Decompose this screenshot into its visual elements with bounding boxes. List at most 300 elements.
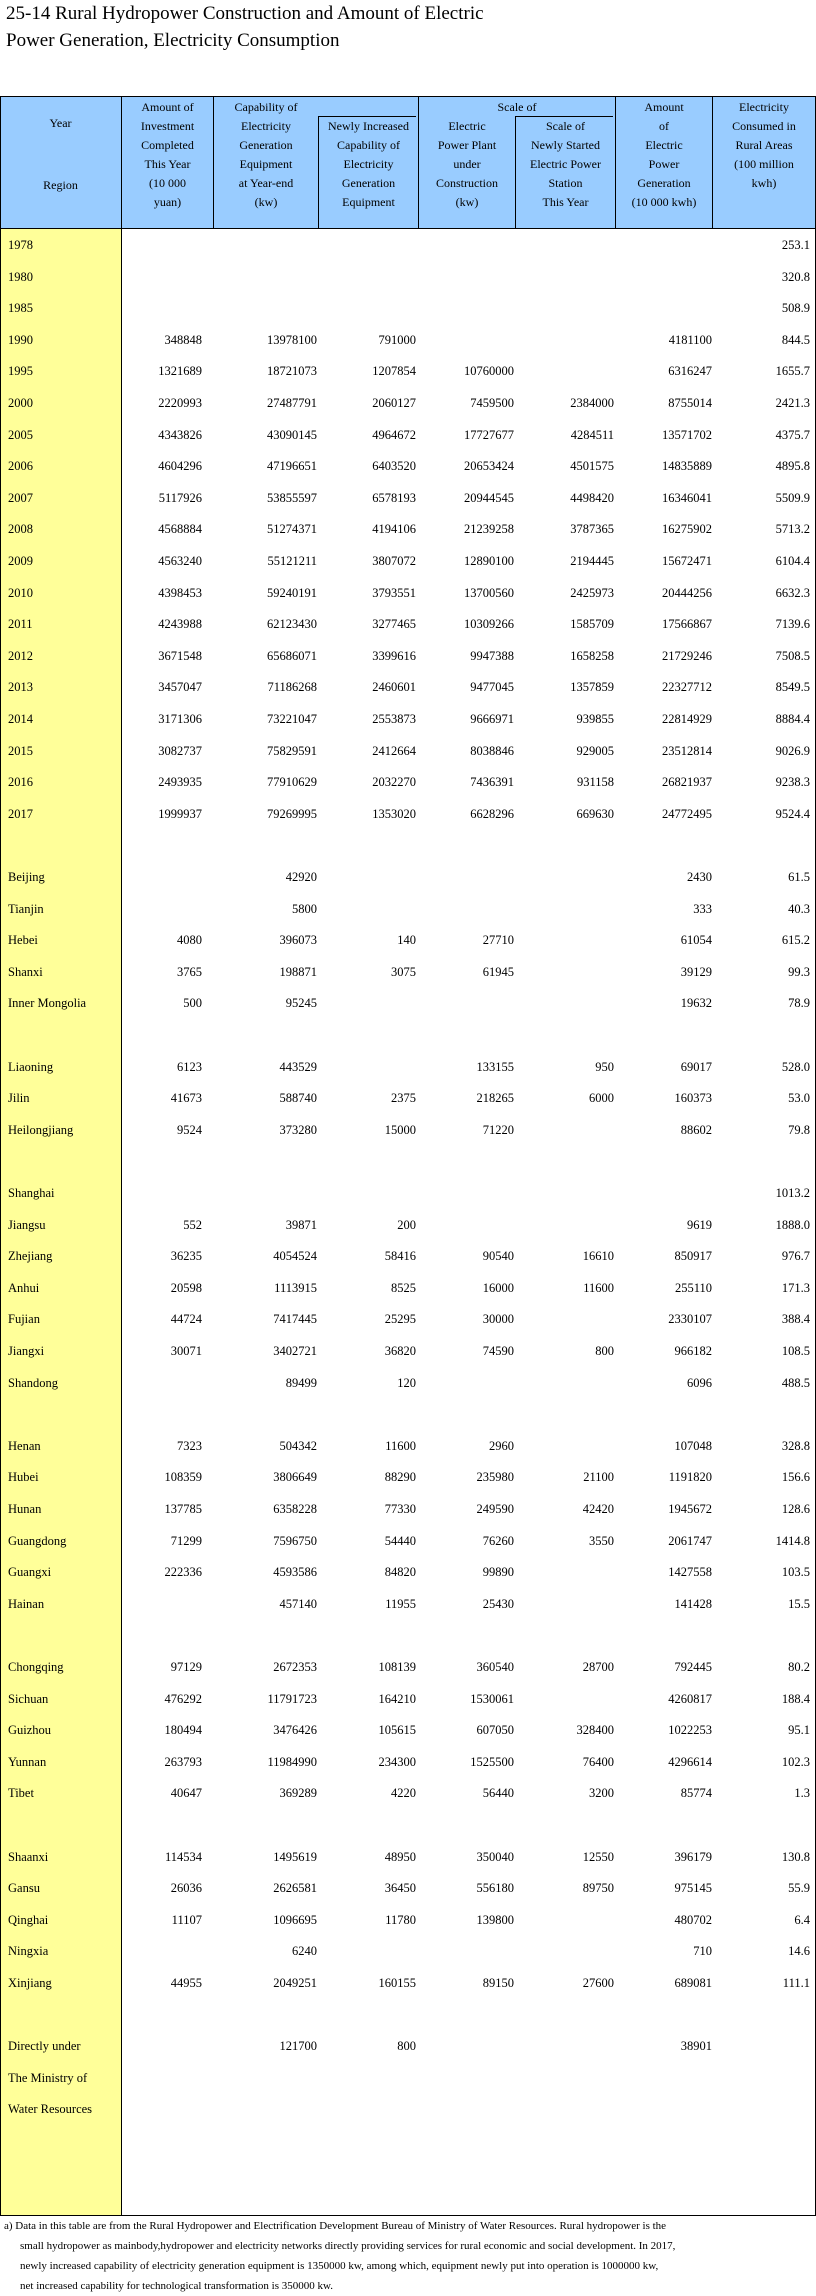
cell-value: 976.7 bbox=[781, 1249, 810, 1264]
cell-value: 2060127 bbox=[372, 396, 416, 410]
cell-value: 791000 bbox=[378, 332, 416, 347]
cell-value: 6240 bbox=[292, 1944, 317, 1959]
cell-value: 4563240 bbox=[158, 554, 202, 568]
table-row bbox=[0, 1083, 816, 1115]
row-label: 2005 bbox=[8, 427, 33, 442]
cell-value: 88602 bbox=[680, 1122, 712, 1137]
table-row bbox=[0, 388, 816, 420]
table-row bbox=[0, 1241, 816, 1273]
cell-value: 975145 bbox=[674, 1881, 712, 1896]
cell-value: 11600 bbox=[385, 1438, 416, 1453]
table-row bbox=[0, 1178, 816, 1210]
cell-value: 4260817 bbox=[668, 1691, 712, 1706]
cell-value: 13700560 bbox=[464, 585, 514, 600]
table-row bbox=[0, 1778, 816, 1810]
cell-value: 2672353 bbox=[273, 1660, 317, 1674]
cell-value: 16346041 bbox=[662, 490, 712, 505]
cell-value: 188.4 bbox=[781, 1691, 810, 1706]
cell-value: 552 bbox=[183, 1217, 202, 1232]
row-label: Jiangsu bbox=[8, 1217, 46, 1232]
cell-value: 28700 bbox=[582, 1660, 614, 1674]
cell-value: 3806649 bbox=[273, 1470, 317, 1485]
cell-value: 4181100 bbox=[668, 332, 712, 347]
cell-value: 1888.0 bbox=[775, 1217, 810, 1232]
cell-value: 7323 bbox=[177, 1438, 202, 1453]
cell-value: 480702 bbox=[674, 1912, 712, 1927]
row-label: Directly under bbox=[8, 2039, 81, 2054]
cell-value: 2460601 bbox=[372, 680, 416, 695]
cell-value: 4220 bbox=[391, 1786, 416, 1801]
cell-value: 79269995 bbox=[267, 806, 317, 821]
cell-value: 78.9 bbox=[788, 996, 810, 1011]
cell-value: 2375 bbox=[391, 1091, 416, 1106]
cell-value: 105615 bbox=[378, 1723, 416, 1738]
cell-value: 6403520 bbox=[372, 459, 416, 474]
cell-value: 71186268 bbox=[267, 680, 317, 695]
cell-value: 9524.4 bbox=[775, 806, 810, 821]
cell-value: 58416 bbox=[384, 1249, 416, 1264]
cell-value: 11955 bbox=[385, 1596, 416, 1611]
cell-value: 15000 bbox=[384, 1122, 416, 1137]
table-row bbox=[0, 1462, 816, 1494]
cell-value: 4375.7 bbox=[775, 427, 810, 442]
cell-value: 73221047 bbox=[267, 712, 317, 726]
cell-value: 9477045 bbox=[470, 680, 514, 695]
cell-value: 4398453 bbox=[158, 585, 202, 600]
cell-value: 2049251 bbox=[273, 1976, 317, 1990]
cell-value: 76260 bbox=[482, 1533, 514, 1548]
cell-value: 457140 bbox=[279, 1596, 317, 1611]
cell-value: 235980 bbox=[476, 1470, 514, 1485]
table-row bbox=[0, 1304, 816, 1336]
cell-value: 850917 bbox=[674, 1249, 712, 1264]
cell-value: 130.8 bbox=[781, 1849, 810, 1864]
cell-value: 369289 bbox=[279, 1786, 317, 1801]
row-label: Ningxia bbox=[8, 1944, 49, 1959]
cell-value: 4194106 bbox=[372, 522, 416, 537]
table-row bbox=[0, 451, 816, 483]
cell-value: 11984990 bbox=[267, 1754, 317, 1769]
row-label: 1980 bbox=[8, 269, 33, 284]
table-row bbox=[0, 420, 816, 452]
cell-value: 114534 bbox=[164, 1849, 202, 1864]
row-label: Beijing bbox=[8, 870, 45, 884]
cell-value: 90540 bbox=[482, 1249, 514, 1264]
cell-value: 88290 bbox=[384, 1470, 416, 1485]
cell-value: 5800 bbox=[292, 901, 317, 916]
table-row bbox=[0, 767, 816, 799]
table-row bbox=[0, 230, 816, 262]
cell-value: 89750 bbox=[582, 1881, 614, 1896]
cell-value: 20598 bbox=[170, 1280, 202, 1295]
row-label: 2016 bbox=[8, 775, 33, 790]
table-row bbox=[0, 672, 816, 704]
cell-value: 74590 bbox=[482, 1344, 514, 1358]
cell-value: 1191820 bbox=[668, 1470, 712, 1485]
cell-value: 39871 bbox=[285, 1217, 317, 1232]
header-power-generation: Amount of Electric Power Generation (10 000 kwh) bbox=[631, 100, 697, 209]
cell-value: 4498420 bbox=[570, 490, 614, 505]
row-label: Qinghai bbox=[8, 1912, 49, 1927]
cell-value: 48950 bbox=[384, 1849, 416, 1864]
cell-value: 253.1 bbox=[781, 238, 810, 252]
cell-value: 4243988 bbox=[158, 617, 202, 632]
cell-value: 6096 bbox=[687, 1375, 712, 1390]
cell-value: 2330107 bbox=[668, 1312, 712, 1327]
cell-value: 27487791 bbox=[267, 396, 317, 410]
footnote-line: small hydropower as mainbody,hydropower and electricity networks directly providing services for rural economic and social development. In 2017, bbox=[20, 2240, 676, 2252]
cell-value: 27710 bbox=[482, 933, 514, 948]
cell-value: 4604296 bbox=[158, 459, 202, 474]
cell-value: 16275902 bbox=[662, 522, 712, 537]
header-rural-consumption: Electricity Consumed in Rural Areas (100 million kwh) bbox=[732, 100, 796, 190]
table-spacer-row bbox=[0, 1620, 816, 1652]
cell-value: 156.6 bbox=[781, 1470, 810, 1485]
cell-value: 14.6 bbox=[788, 1944, 810, 1959]
cell-value: 1353020 bbox=[372, 806, 416, 821]
row-label: Inner Mongolia bbox=[8, 996, 87, 1011]
table-row bbox=[0, 862, 816, 894]
cell-value: 2194445 bbox=[570, 554, 614, 568]
cell-value: 1655.7 bbox=[775, 364, 810, 379]
cell-value: 71220 bbox=[482, 1122, 514, 1137]
row-label: Tibet bbox=[8, 1786, 34, 1801]
cell-value: 556180 bbox=[476, 1881, 514, 1896]
cell-value: 333 bbox=[693, 901, 712, 916]
cell-value: 61054 bbox=[680, 933, 712, 948]
cell-value: 5509.9 bbox=[775, 490, 810, 505]
row-label: 2010 bbox=[8, 585, 33, 600]
table-row bbox=[0, 736, 816, 768]
header-bottom-border bbox=[0, 228, 816, 229]
cell-value: 42420 bbox=[582, 1502, 614, 1516]
cell-value: 2220993 bbox=[158, 396, 202, 410]
cell-value: 4964672 bbox=[372, 427, 416, 442]
cell-value: 53.0 bbox=[788, 1091, 810, 1106]
table-row bbox=[0, 1684, 816, 1716]
cell-value: 39129 bbox=[680, 964, 712, 979]
cell-value: 1525500 bbox=[470, 1754, 514, 1769]
cell-value: 1096695 bbox=[273, 1912, 317, 1927]
cell-value: 18721073 bbox=[267, 364, 317, 379]
table-row bbox=[0, 1715, 816, 1747]
cell-value: 160373 bbox=[674, 1091, 712, 1106]
row-label: Water Resources bbox=[8, 2102, 93, 2117]
cell-value: 3671548 bbox=[158, 648, 202, 663]
cell-value: 1022253 bbox=[668, 1723, 712, 1738]
cell-value: 6000 bbox=[589, 1091, 614, 1106]
table-row bbox=[0, 799, 816, 831]
table-spacer-row bbox=[0, 1399, 816, 1431]
cell-value: 8038846 bbox=[470, 743, 514, 758]
table-row bbox=[0, 1936, 816, 1968]
table-spacer-row bbox=[0, 2000, 816, 2032]
row-label: Zhejiang bbox=[8, 1249, 53, 1264]
cell-value: 133155 bbox=[476, 1059, 514, 1074]
cell-value: 508.9 bbox=[781, 301, 810, 316]
cell-value: 7459500 bbox=[470, 396, 514, 410]
table-spacer-row bbox=[0, 1810, 816, 1842]
cell-value: 26821937 bbox=[662, 775, 712, 790]
cell-value: 95245 bbox=[285, 996, 317, 1011]
cell-value: 8755014 bbox=[668, 396, 712, 410]
cell-value: 373280 bbox=[279, 1122, 317, 1137]
cell-value: 2384000 bbox=[570, 396, 614, 410]
cell-value: 255110 bbox=[674, 1280, 712, 1295]
cell-value: 939855 bbox=[576, 712, 614, 726]
cell-value: 103.5 bbox=[781, 1565, 810, 1580]
table-row bbox=[0, 546, 816, 578]
cell-value: 61.5 bbox=[788, 870, 810, 884]
cell-value: 15.5 bbox=[788, 1596, 810, 1611]
cell-value: 121700 bbox=[279, 2039, 317, 2054]
cell-value: 396073 bbox=[279, 933, 317, 948]
cell-value: 71299 bbox=[170, 1533, 202, 1548]
cell-value: 588740 bbox=[279, 1091, 317, 1106]
cell-value: 2960 bbox=[489, 1438, 514, 1453]
cell-value: 9947388 bbox=[470, 648, 514, 663]
cell-value: 85774 bbox=[680, 1786, 712, 1801]
cell-value: 4593586 bbox=[273, 1565, 317, 1580]
data-table bbox=[0, 96, 816, 2216]
cell-value: 10309266 bbox=[464, 617, 514, 632]
row-label: Tianjin bbox=[8, 901, 44, 916]
cell-value: 7596750 bbox=[273, 1533, 317, 1548]
cell-value: 40.3 bbox=[788, 901, 810, 916]
table-row bbox=[0, 704, 816, 736]
row-label: 2017 bbox=[8, 806, 33, 821]
table-row bbox=[0, 356, 816, 388]
row-label: 2007 bbox=[8, 490, 33, 505]
cell-value: 25430 bbox=[482, 1596, 514, 1611]
title-line-2: Power Generation, Electricity Consumption bbox=[6, 30, 340, 51]
cell-value: 97129 bbox=[170, 1660, 202, 1674]
cell-value: 4080 bbox=[177, 933, 202, 948]
title-line-1: 25-14 Rural Hydropower Construction and Amount of Electric bbox=[6, 3, 484, 24]
row-label: Liaoning bbox=[8, 1059, 54, 1074]
cell-value: 1414.8 bbox=[775, 1533, 810, 1548]
row-label: Shandong bbox=[8, 1375, 58, 1390]
cell-value: 84820 bbox=[384, 1565, 416, 1580]
row-label: Fujian bbox=[8, 1312, 40, 1327]
cell-value: 77910629 bbox=[267, 775, 317, 790]
cell-value: 6123 bbox=[177, 1059, 202, 1074]
cell-value: 1207854 bbox=[372, 364, 416, 379]
cell-value: 65686071 bbox=[267, 648, 317, 663]
row-label: Hubei bbox=[8, 1470, 39, 1485]
cell-value: 55.9 bbox=[788, 1881, 810, 1896]
cell-value: 43090145 bbox=[267, 427, 317, 442]
table-row bbox=[0, 293, 816, 325]
cell-value: 6.4 bbox=[794, 1912, 810, 1927]
cell-value: 164210 bbox=[378, 1691, 416, 1706]
cell-value: 1999937 bbox=[158, 806, 202, 821]
header-scale-of: Scale of bbox=[497, 100, 537, 114]
cell-value: 89499 bbox=[285, 1375, 317, 1390]
cell-value: 2061747 bbox=[668, 1533, 712, 1548]
table-row bbox=[0, 1905, 816, 1937]
cell-value: 218265 bbox=[476, 1091, 514, 1106]
cell-value: 26036 bbox=[170, 1881, 202, 1896]
cell-value: 6358228 bbox=[273, 1502, 317, 1516]
cell-value: 20653424 bbox=[464, 459, 514, 474]
row-label: 1985 bbox=[8, 301, 33, 316]
cell-value: 3399616 bbox=[372, 648, 416, 663]
cell-value: 6578193 bbox=[372, 490, 416, 505]
cell-value: 12890100 bbox=[464, 554, 514, 568]
table-row bbox=[0, 325, 816, 357]
cell-value: 9524 bbox=[177, 1122, 202, 1137]
cell-value: 62123430 bbox=[267, 617, 317, 632]
table-row bbox=[0, 2063, 816, 2095]
cell-value: 3402721 bbox=[273, 1344, 317, 1358]
cell-value: 30000 bbox=[482, 1312, 514, 1327]
cell-value: 200 bbox=[397, 1217, 416, 1232]
cell-value: 53855597 bbox=[267, 490, 317, 505]
cell-value: 396179 bbox=[674, 1849, 712, 1864]
table-row bbox=[0, 609, 816, 641]
table-spacer-row bbox=[0, 1146, 816, 1178]
cell-value: 27600 bbox=[582, 1976, 614, 1990]
cell-value: 21239258 bbox=[464, 522, 514, 537]
cell-value: 1357859 bbox=[570, 680, 614, 695]
header-top-border bbox=[0, 96, 816, 97]
row-label: Henan bbox=[8, 1438, 41, 1453]
cell-value: 36820 bbox=[384, 1344, 416, 1358]
table-row bbox=[0, 988, 816, 1020]
row-label: Anhui bbox=[8, 1280, 40, 1295]
table-row bbox=[0, 578, 816, 610]
cell-value: 61945 bbox=[482, 964, 514, 979]
cell-value: 1427558 bbox=[668, 1565, 712, 1580]
row-label: 2015 bbox=[8, 743, 33, 758]
cell-value: 234300 bbox=[378, 1754, 416, 1769]
table-row bbox=[0, 1873, 816, 1905]
cell-value: 844.5 bbox=[781, 332, 810, 347]
cell-value: 3457047 bbox=[158, 680, 202, 695]
cell-value: 8884.4 bbox=[775, 712, 810, 726]
cell-value: 929005 bbox=[576, 743, 614, 758]
table-row bbox=[0, 894, 816, 926]
cell-value: 180494 bbox=[164, 1723, 202, 1738]
cell-value: 607050 bbox=[476, 1723, 514, 1738]
table-row bbox=[0, 1052, 816, 1084]
row-label: Heilongjiang bbox=[8, 1122, 74, 1137]
footnote-line: newly increased capability of electricity generation equipment is 1350000 kw, among which, equipment newly put into operation is 1000000 kw, bbox=[20, 2260, 659, 2272]
cell-value: 42920 bbox=[285, 870, 317, 884]
row-label: Shaanxi bbox=[8, 1849, 49, 1864]
row-label: Xinjiang bbox=[8, 1976, 52, 1990]
cell-value: 44724 bbox=[170, 1312, 202, 1327]
table-title bbox=[6, 0, 806, 54]
cell-value: 504342 bbox=[279, 1438, 317, 1453]
cell-value: 348848 bbox=[164, 332, 202, 347]
footnote bbox=[0, 2216, 816, 2296]
cell-value: 350040 bbox=[476, 1849, 514, 1864]
cell-value: 3075 bbox=[391, 964, 416, 979]
cell-value: 75829591 bbox=[267, 743, 317, 758]
cell-value: 10760000 bbox=[464, 364, 514, 379]
cell-value: 108.5 bbox=[781, 1344, 810, 1358]
table-row bbox=[0, 1273, 816, 1305]
cell-value: 80.2 bbox=[788, 1660, 810, 1674]
cell-value: 9026.9 bbox=[775, 743, 810, 758]
table-row bbox=[0, 1747, 816, 1779]
cell-value: 4054524 bbox=[273, 1249, 317, 1264]
cell-value: 111.1 bbox=[782, 1976, 810, 1990]
cell-value: 99890 bbox=[482, 1565, 514, 1580]
row-label: 2013 bbox=[8, 680, 33, 695]
cell-value: 59240191 bbox=[267, 585, 317, 600]
cell-value: 328.8 bbox=[781, 1438, 810, 1453]
row-label: 2011 bbox=[8, 617, 33, 632]
cell-value: 388.4 bbox=[781, 1312, 810, 1327]
cell-value: 5117926 bbox=[158, 490, 202, 505]
table-row bbox=[0, 514, 816, 546]
cell-value: 1113915 bbox=[274, 1280, 317, 1295]
cell-value: 2421.3 bbox=[775, 396, 810, 410]
cell-value: 17727677 bbox=[464, 427, 514, 442]
row-label: Hebei bbox=[8, 933, 38, 948]
table-row bbox=[0, 1968, 816, 2000]
cell-value: 3765 bbox=[177, 964, 202, 979]
cell-value: 44955 bbox=[170, 1976, 202, 1990]
cell-value: 360540 bbox=[476, 1660, 514, 1674]
cell-value: 36235 bbox=[170, 1249, 202, 1264]
row-label: 1990 bbox=[8, 332, 33, 347]
cell-value: 669630 bbox=[576, 806, 614, 821]
cell-value: 79.8 bbox=[788, 1122, 810, 1137]
cell-value: 2412664 bbox=[372, 743, 416, 758]
cell-value: 328400 bbox=[576, 1723, 614, 1738]
table-row bbox=[0, 1368, 816, 1400]
row-label: 2000 bbox=[8, 396, 33, 410]
cell-value: 2626581 bbox=[273, 1881, 317, 1896]
cell-value: 249590 bbox=[476, 1502, 514, 1516]
cell-value: 11791723 bbox=[267, 1691, 317, 1706]
cell-value: 38901 bbox=[680, 2039, 712, 2054]
cell-value: 488.5 bbox=[781, 1375, 810, 1390]
cell-value: 800 bbox=[595, 1344, 614, 1358]
table-row bbox=[0, 1557, 816, 1589]
cell-value: 2425973 bbox=[570, 585, 614, 600]
cell-value: 966182 bbox=[674, 1344, 712, 1358]
table-row bbox=[0, 262, 816, 294]
cell-value: 14835889 bbox=[662, 459, 712, 474]
header-plant-under-construction: Electric Power Plant under Construction (kw) bbox=[436, 119, 498, 209]
cell-value: 1530061 bbox=[470, 1691, 514, 1706]
row-label: Guangdong bbox=[8, 1533, 67, 1548]
cell-value: 8525 bbox=[391, 1280, 416, 1295]
cell-value: 160155 bbox=[378, 1976, 416, 1990]
cell-value: 40647 bbox=[170, 1786, 202, 1801]
row-label: Jilin bbox=[8, 1091, 30, 1106]
cell-value: 22814929 bbox=[662, 712, 712, 726]
cell-value: 141428 bbox=[674, 1596, 712, 1611]
cell-value: 6316247 bbox=[668, 364, 712, 379]
row-label: 2008 bbox=[8, 522, 33, 537]
table-row bbox=[0, 483, 816, 515]
cell-value: 16610 bbox=[582, 1249, 614, 1264]
header-newly-started-station: Scale of Newly Started Electric Power Station This Year bbox=[530, 119, 601, 209]
cell-value: 108359 bbox=[164, 1470, 202, 1485]
cell-value: 3476426 bbox=[273, 1723, 317, 1738]
cell-value: 4895.8 bbox=[775, 459, 810, 474]
cell-value: 198871 bbox=[279, 964, 317, 979]
table-row bbox=[0, 1210, 816, 1242]
footnote-line: a) Data in this table are from the Rural Hydropower and Electrification Development Bureau of Ministry of Water Resources. Rural hydropower is the bbox=[4, 2220, 667, 2232]
cell-value: 3277465 bbox=[372, 617, 416, 632]
